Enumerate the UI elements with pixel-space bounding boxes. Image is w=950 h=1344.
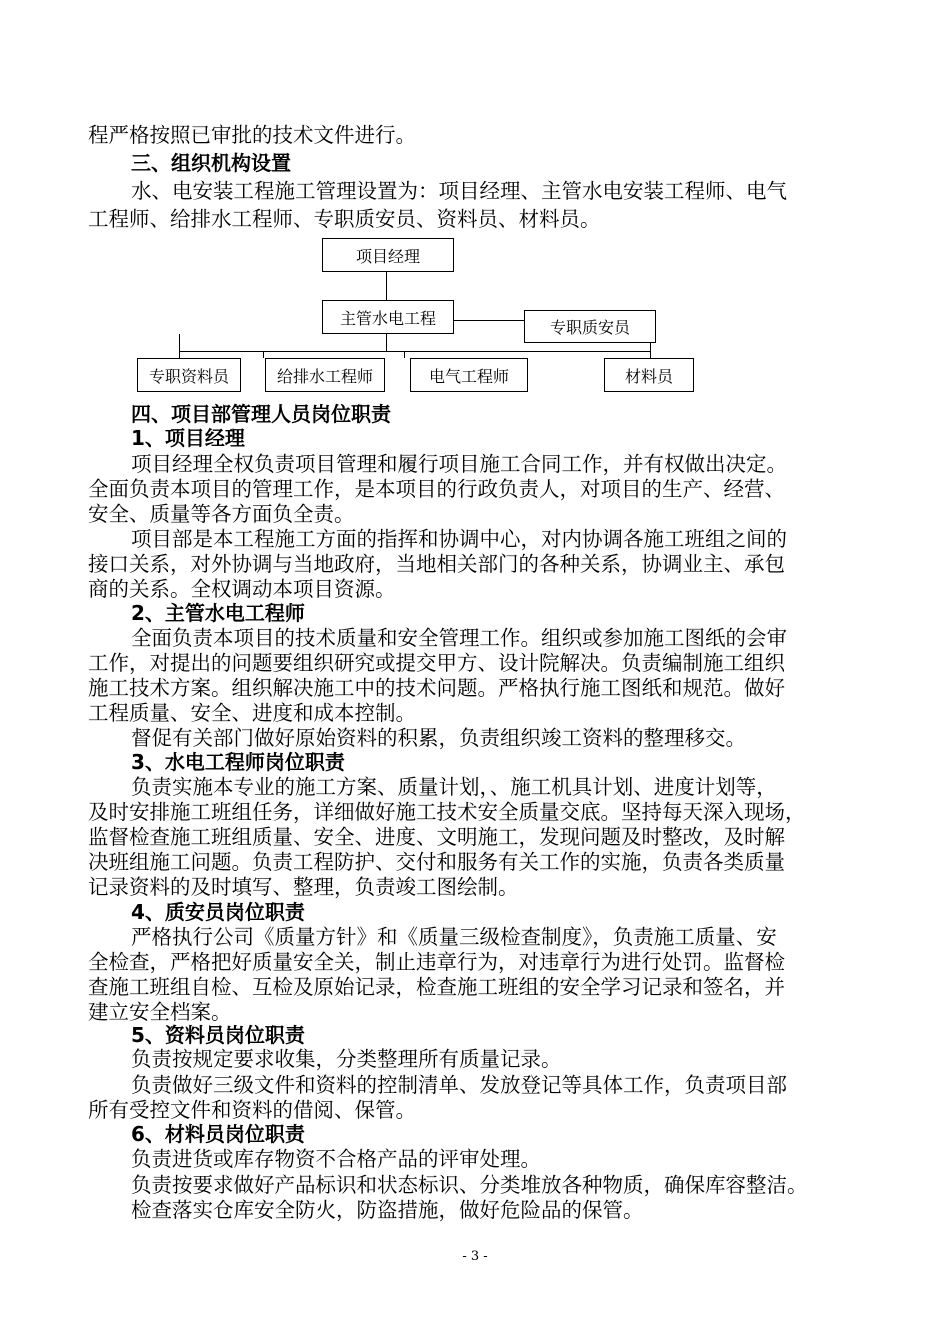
s4-heading: 4、质安员岗位职责	[131, 900, 305, 924]
s5-line: 负责做好三级文件和资料的控制清单、发放登记等具体工作，负责项目部	[131, 1073, 787, 1097]
connector	[454, 320, 524, 321]
org-box-plumbing-engineer: 给排水工程师	[265, 358, 385, 392]
s6-heading: 6、材料员岗位职责	[131, 1122, 305, 1146]
s6-line: 负责按要求做好产品标识和状态标识、分类堆放各种物质，确保库容整洁。	[131, 1173, 808, 1197]
section3-text-line2: 工程师、给排水工程师、专职质安员、资料员、材料员。	[88, 207, 601, 231]
org-box-electrical-engineer: 电气工程师	[410, 358, 528, 392]
intro-tail-text: 程严格按照已审批的技术文件进行。	[88, 123, 416, 147]
connector	[650, 343, 651, 358]
connector	[386, 334, 387, 352]
s2-line: 全面负责本项目的技术质量和安全管理工作。组织或参加施工图纸的会审	[131, 626, 787, 650]
connector	[404, 351, 405, 358]
s1-line: 项目经理全权负责项目管理和履行项目施工合同工作，并有权做出决定。	[131, 452, 787, 476]
org-box-project-manager: 项目经理	[322, 238, 454, 272]
s3-line: 监督检查施工班组质量、安全、进度、文明施工，发现问题及时整改，及时解	[88, 825, 785, 849]
s3-line: 及时安排施工班组任务，详细做好施工技术安全质量交底。坚持每天深入现场，	[88, 800, 806, 824]
section3-heading: 三、组织机构设置	[131, 151, 291, 175]
s2-line: 施工技术方案。组织解决施工中的技术问题。严格执行施工图纸和规范。做好	[88, 676, 785, 700]
s1-line: 接口关系，对外协调与当地政府，当地相关部门的各种关系，协调业主、承包	[88, 552, 785, 576]
connector	[263, 351, 264, 358]
s2-line: 督促有关部门做好原始资料的积累，负责组织竣工资料的整理移交。	[131, 726, 746, 750]
org-box-data-clerk: 专职资料员	[137, 358, 241, 392]
s6-line: 负责进货或库存物资不合格产品的评审处理。	[131, 1147, 541, 1171]
s4-line: 查施工班组自检、互检及原始记录，检查施工班组的安全学习记录和签名，并	[88, 975, 785, 999]
s5-line: 所有受控文件和资料的借阅、保管。	[88, 1098, 416, 1122]
s4-line: 严格执行公司《质量方针》和《质量三级检查制度》，负责施工质量、安	[131, 925, 777, 949]
s1-line: 商的关系。全权调动本项目资源。	[88, 577, 396, 601]
s2-line: 工程质量、安全、进度和成本控制。	[88, 701, 416, 725]
s1-heading: 1、项目经理	[131, 426, 245, 450]
org-box-materials-clerk: 材料员	[604, 358, 694, 392]
s1-line: 项目部是本工程施工方面的指挥和协调中心，对内协调各施工班组之间的	[131, 527, 787, 551]
connector	[179, 351, 651, 352]
page-number: - 3 -	[462, 1249, 488, 1264]
s3-heading: 3、水电工程师岗位职责	[131, 750, 345, 774]
s2-heading: 2、主管水电工程师	[131, 601, 305, 625]
org-box-chief-engineer: 主管水电工程	[322, 300, 454, 334]
connector	[179, 334, 180, 358]
s6-line: 检查落实仓库安全防火，防盗措施，做好危险品的保管。	[131, 1198, 644, 1222]
section3-text-line1: 水、电安装工程施工管理设置为：项目经理、主管水电安装工程师、电气	[131, 179, 787, 203]
s4-line: 建立安全档案。	[88, 1000, 232, 1024]
s1-line: 安全、质量等各方面负全责。	[88, 502, 355, 526]
s3-line: 负责实施本专业的施工方案、质量计划，、施工机具计划、进度计划等，	[131, 775, 777, 799]
s5-line: 负责按规定要求收集，分类整理所有质量记录。	[131, 1047, 562, 1071]
s1-line: 全面负责本项目的管理工作，是本项目的行政负责人，对项目的生产、经营、	[88, 477, 785, 501]
connector	[386, 272, 387, 300]
s3-line: 记录资料的及时填写、整理，负责竣工图绘制。	[88, 875, 519, 899]
s4-line: 全检查，严格把好质量安全关，制止违章行为，对违章行为进行处罚。监督检	[88, 950, 785, 974]
section4-heading: 四、项目部管理人员岗位职责	[131, 402, 391, 426]
org-box-safety-officer: 专职质安员	[524, 310, 656, 343]
s3-line: 决班组施工问题。负责工程防护、交付和服务有关工作的实施，负责各类质量	[88, 850, 785, 874]
s5-heading: 5、资料员岗位职责	[131, 1023, 305, 1047]
s2-line: 工作，对提出的问题要组织研究或提交甲方、设计院解决。负责编制施工组织	[88, 651, 785, 675]
